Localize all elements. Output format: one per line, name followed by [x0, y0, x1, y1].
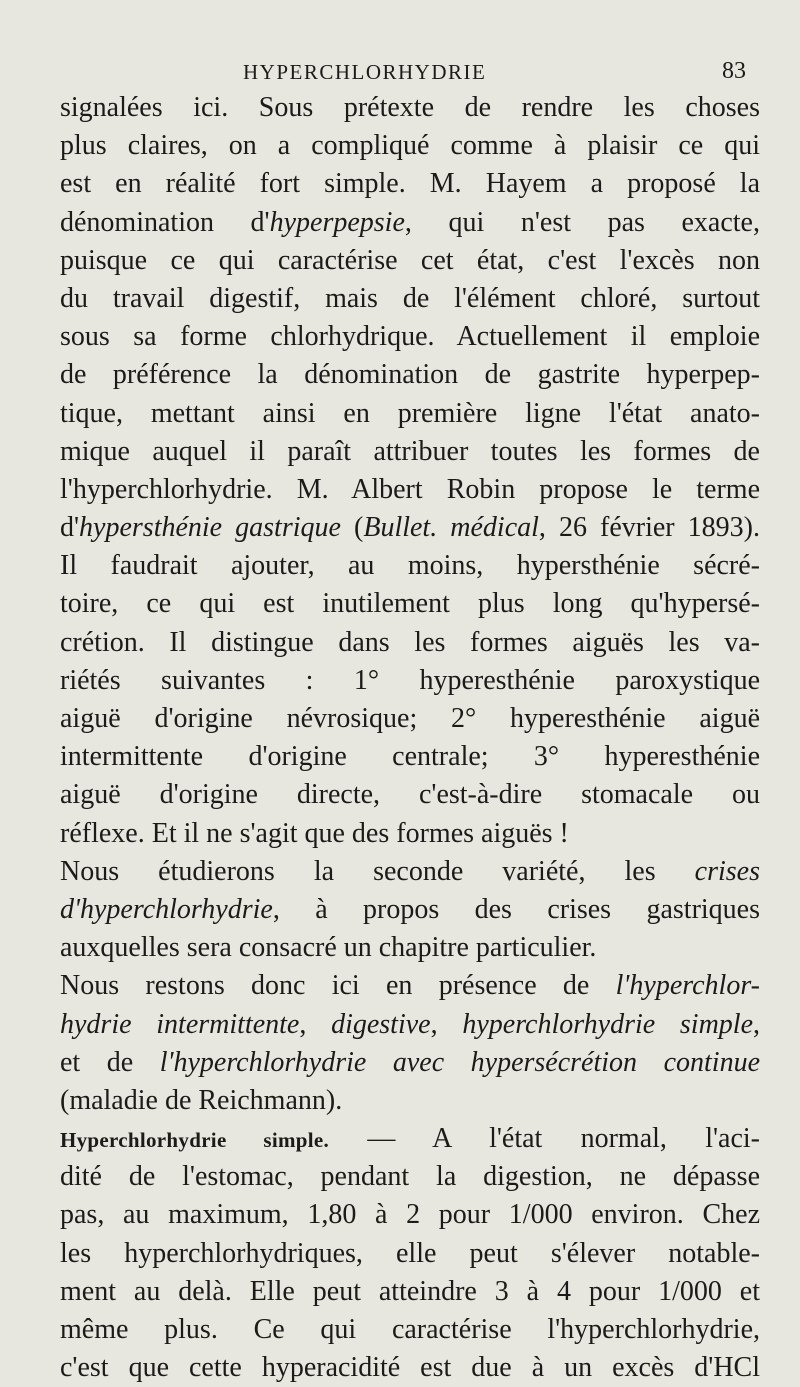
text-run: ment au delà. Elle peut atteindre 3 à 4 pour 1/000 et: [60, 1275, 760, 1307]
text-line: [60, 395, 760, 433]
text-line: [60, 242, 760, 280]
text-line: [60, 738, 760, 776]
text-run: sous sa forme chlorhydrique. Actuellement il emploie: [60, 321, 760, 353]
italic-text: crises: [694, 855, 760, 887]
body-text: [60, 89, 760, 1387]
text-run: réflexe. Et il ne s'agit que des formes aiguës !: [60, 817, 569, 849]
text-run: signalées ici. Sous prétexte de rendre les choses: [60, 92, 760, 123]
text-run: Nous restons donc ici en présence de: [60, 970, 616, 1002]
text-line: [60, 1349, 760, 1387]
text-run: mique auquel il paraît attribuer toutes les formes de: [60, 435, 760, 467]
text-run: auxquelles sera consacré un chapitre particulier.: [60, 932, 597, 964]
italic-text: l'hyperchlor-: [615, 970, 760, 1002]
text-line: [60, 662, 760, 700]
text-run: est en réalité fort simple. M. Hayem a proposé la: [60, 168, 760, 200]
text-line: [60, 1311, 760, 1349]
text-line: [60, 471, 760, 509]
text-run: les hyperchlorhydriques, elle peut s'élever notable-: [60, 1237, 760, 1269]
text-run: l'hyperchlorhydrie. M. Albert Robin propose le terme: [60, 473, 760, 505]
italic-text: l'hyperchlorhydrie avec hypersécrétion continue: [159, 1046, 760, 1078]
text-line: [60, 1082, 760, 1120]
text-run: — A l'état normal, l'aci-: [329, 1123, 760, 1155]
italic-text: digestive: [331, 1008, 431, 1040]
text-run: puisque ce qui caractérise cet état, c'est l'excès non: [60, 244, 760, 276]
italic-text: hydrie intermittente: [60, 1008, 300, 1040]
text-line: [60, 815, 760, 853]
text-line: [60, 624, 760, 662]
text-run: de préférence la dénomination de gastrite hyperpep-: [60, 359, 760, 391]
italic-text: hyperchlorhydrie simple: [462, 1008, 754, 1040]
text-run: du travail digestif, mais de l'élément chloré, surtout: [60, 282, 760, 314]
text-run: crétion. Il distingue dans les formes aiguës les va-: [60, 626, 760, 658]
italic-text: Bullet. médical: [363, 512, 539, 544]
text-run: ,: [430, 1008, 463, 1040]
text-run: , 26 février 1893).: [538, 512, 761, 544]
text-line: [60, 1006, 760, 1044]
text-line: [60, 853, 760, 891]
text-line: [60, 204, 760, 242]
text-line: [60, 1120, 760, 1158]
text-run: aiguë d'origine névrosique; 2° hyperesthénie aiguë: [60, 703, 760, 734]
text-line: [60, 127, 760, 165]
text-run: dénomination d': [60, 206, 270, 238]
text-run: d': [60, 512, 80, 544]
text-run: pas, au maximum, 1,80 à 2 pour 1/000 environ. Chez: [60, 1199, 760, 1231]
italic-text: d'hyperchlorhydrie: [60, 893, 273, 925]
text-run: aiguë d'origine directe, c'est-à-dire stomacale ou: [60, 779, 760, 811]
text-line: [60, 318, 760, 356]
text-run: , à propos des crises gastriques: [272, 893, 760, 925]
text-line: [60, 547, 760, 585]
text-run: (maladie de Reichmann).: [60, 1084, 343, 1116]
text-line: [60, 700, 760, 738]
text-run: Nous étudierons la seconde variété, les: [60, 855, 695, 887]
text-line: [60, 1273, 760, 1311]
text-run: ,: [753, 1008, 761, 1040]
text-run: tique, mettant ainsi en première ligne l'état anato-: [60, 397, 760, 429]
page-number: 83: [722, 58, 746, 84]
text-run: même plus. Ce qui caractérise l'hyperchlorhydrie,: [60, 1314, 760, 1345]
text-line: [60, 1235, 760, 1273]
section-heading: Hyperchlorhydrie simple.: [60, 1128, 330, 1153]
text-line: [60, 585, 760, 623]
text-run: et de: [60, 1046, 160, 1078]
text-line: [60, 89, 760, 127]
text-run: ,: [299, 1008, 332, 1040]
text-line: [60, 891, 760, 929]
italic-text: hyperpepsie: [269, 206, 405, 238]
text-run: toire, ce qui est inutilement plus long qu'hypersé-: [60, 588, 760, 620]
text-line: [60, 1044, 760, 1082]
text-line: [60, 433, 760, 471]
running-title: HYPERCHLORHYDRIE: [243, 60, 487, 84]
text-run: dité de l'estomac, pendant la digestion, ne dépasse: [60, 1161, 760, 1193]
text-run: , qui n'est pas exacte,: [404, 206, 760, 238]
text-line: [60, 356, 760, 394]
italic-text: hypersthénie gastrique: [79, 512, 341, 544]
text-line: [60, 1196, 760, 1234]
text-run: Il faudrait ajouter, au moins, hypersthénie sécré-: [60, 550, 760, 582]
text-run: c'est que cette hyperacidité est due à un excès d'HCl: [60, 1352, 760, 1384]
text-run: (: [340, 512, 364, 544]
text-line: [60, 165, 760, 203]
text-line: [60, 1158, 760, 1196]
text-line: [60, 967, 760, 1005]
text-run: plus claires, on a compliqué comme à plaisir ce qui: [60, 130, 760, 162]
text-line: [60, 929, 760, 967]
text-run: riétés suivantes : 1° hyperesthénie paroxystique: [60, 664, 760, 696]
text-line: [60, 776, 760, 814]
text-run: intermittente d'origine centrale; 3° hyperesthénie: [60, 741, 760, 773]
text-line: [60, 509, 760, 547]
text-line: [60, 280, 760, 318]
page-header: [0, 58, 800, 90]
